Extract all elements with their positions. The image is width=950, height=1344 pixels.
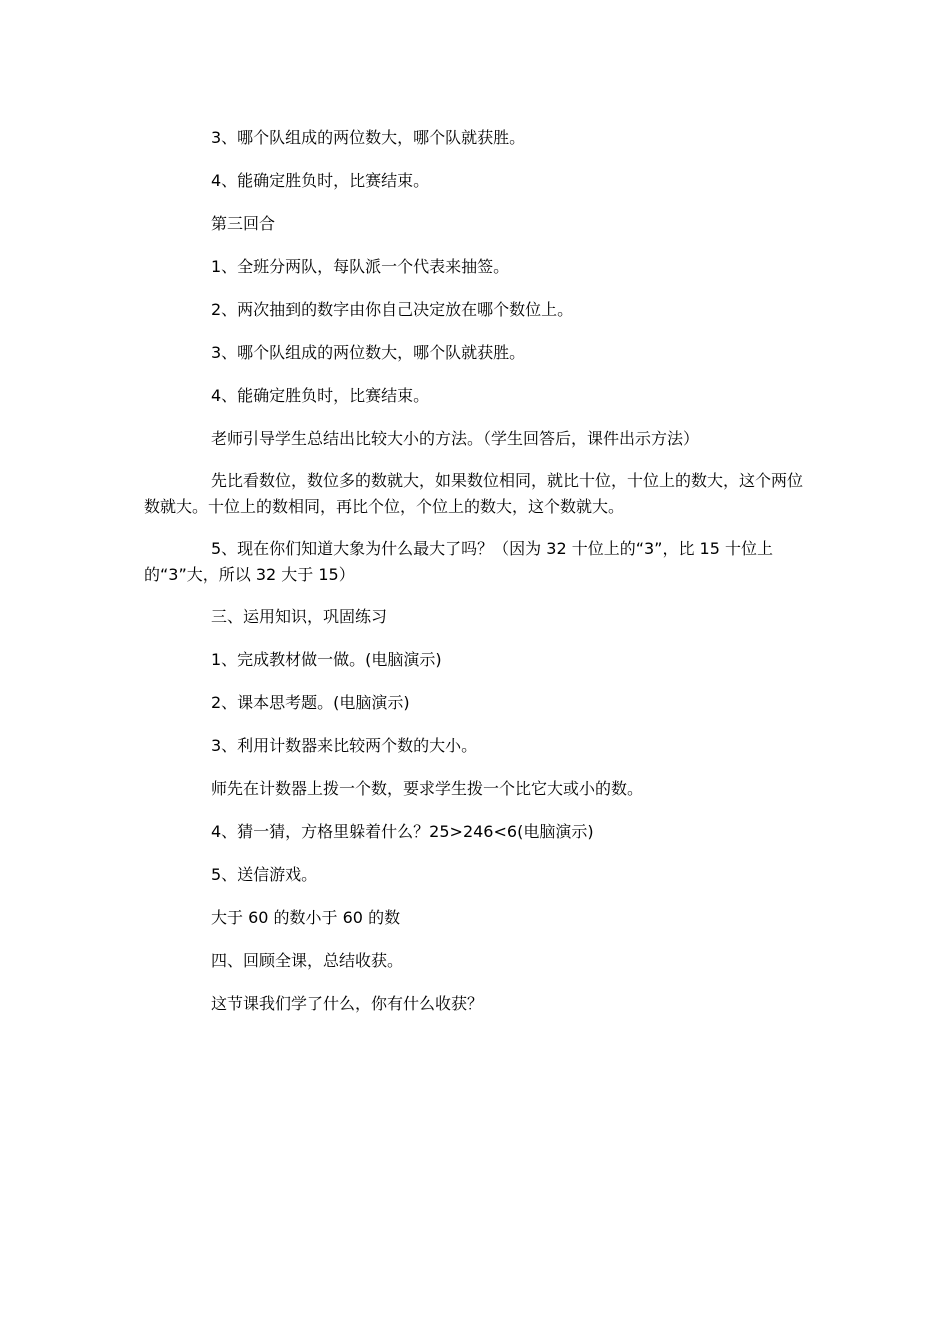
paragraph-letter-game: 大于 60 的数小于 60 的数 [211, 908, 401, 927]
paragraph-round3-rule1: 1、全班分两队，每队派一个代表来抽签。 [211, 257, 510, 276]
section-heading-review: 四、回顾全课，总结收获。 [211, 951, 404, 970]
paragraph-practice-1: 1、完成教材做一做。(电脑演示) [211, 650, 442, 669]
paragraph-practice-3: 3、利用计数器来比较两个数的大小。 [211, 736, 478, 755]
paragraph-closing-question: 这节课我们学了什么，你有什么收获？ [211, 994, 484, 1013]
section-heading-practice: 三、运用知识，巩固练习 [211, 607, 388, 626]
paragraph-round3-rule2: 2、两次抽到的数字由你自己决定放在哪个数位上。 [211, 300, 574, 319]
paragraph-practice-2: 2、课本思考题。(电脑演示) [211, 693, 410, 712]
paragraph-round3-rule4: 4、能确定胜负时，比赛结束。 [211, 386, 430, 405]
section-heading-round3: 第三回合 [211, 214, 276, 233]
paragraph-teacher-guide: 老师引导学生总结出比较大小的方法。（学生回答后，课件出示方法） [211, 429, 700, 448]
paragraph-elephant-question: 5、现在你们知道大象为什么最大了吗？（因为 32 十位上的“3”，比 15 十位上的“3”大，所以 32 大于 15） [144, 539, 774, 584]
paragraph-comparison-method: 先比看数位，数位多的数就大，如果数位相同，就比十位，十位上的数大，这个两位数就大。十位上的数相同，再比个位，个位上的数大，这个数就大。 [144, 471, 804, 516]
paragraph-practice-4: 4、猜一猜，方格里躲着什么？25>246<6(电脑演示) [211, 822, 594, 841]
paragraph-round2-rule4: 4、能确定胜负时，比赛结束。 [211, 171, 430, 190]
paragraph-round2-rule3: 3、哪个队组成的两位数大，哪个队就获胜。 [211, 128, 526, 147]
paragraph-round3-rule3: 3、哪个队组成的两位数大，哪个队就获胜。 [211, 343, 526, 362]
paragraph-counter-activity: 师先在计数器上拨一个数，要求学生拨一个比它大或小的数。 [211, 779, 644, 798]
paragraph-practice-5: 5、送信游戏。 [211, 865, 318, 884]
